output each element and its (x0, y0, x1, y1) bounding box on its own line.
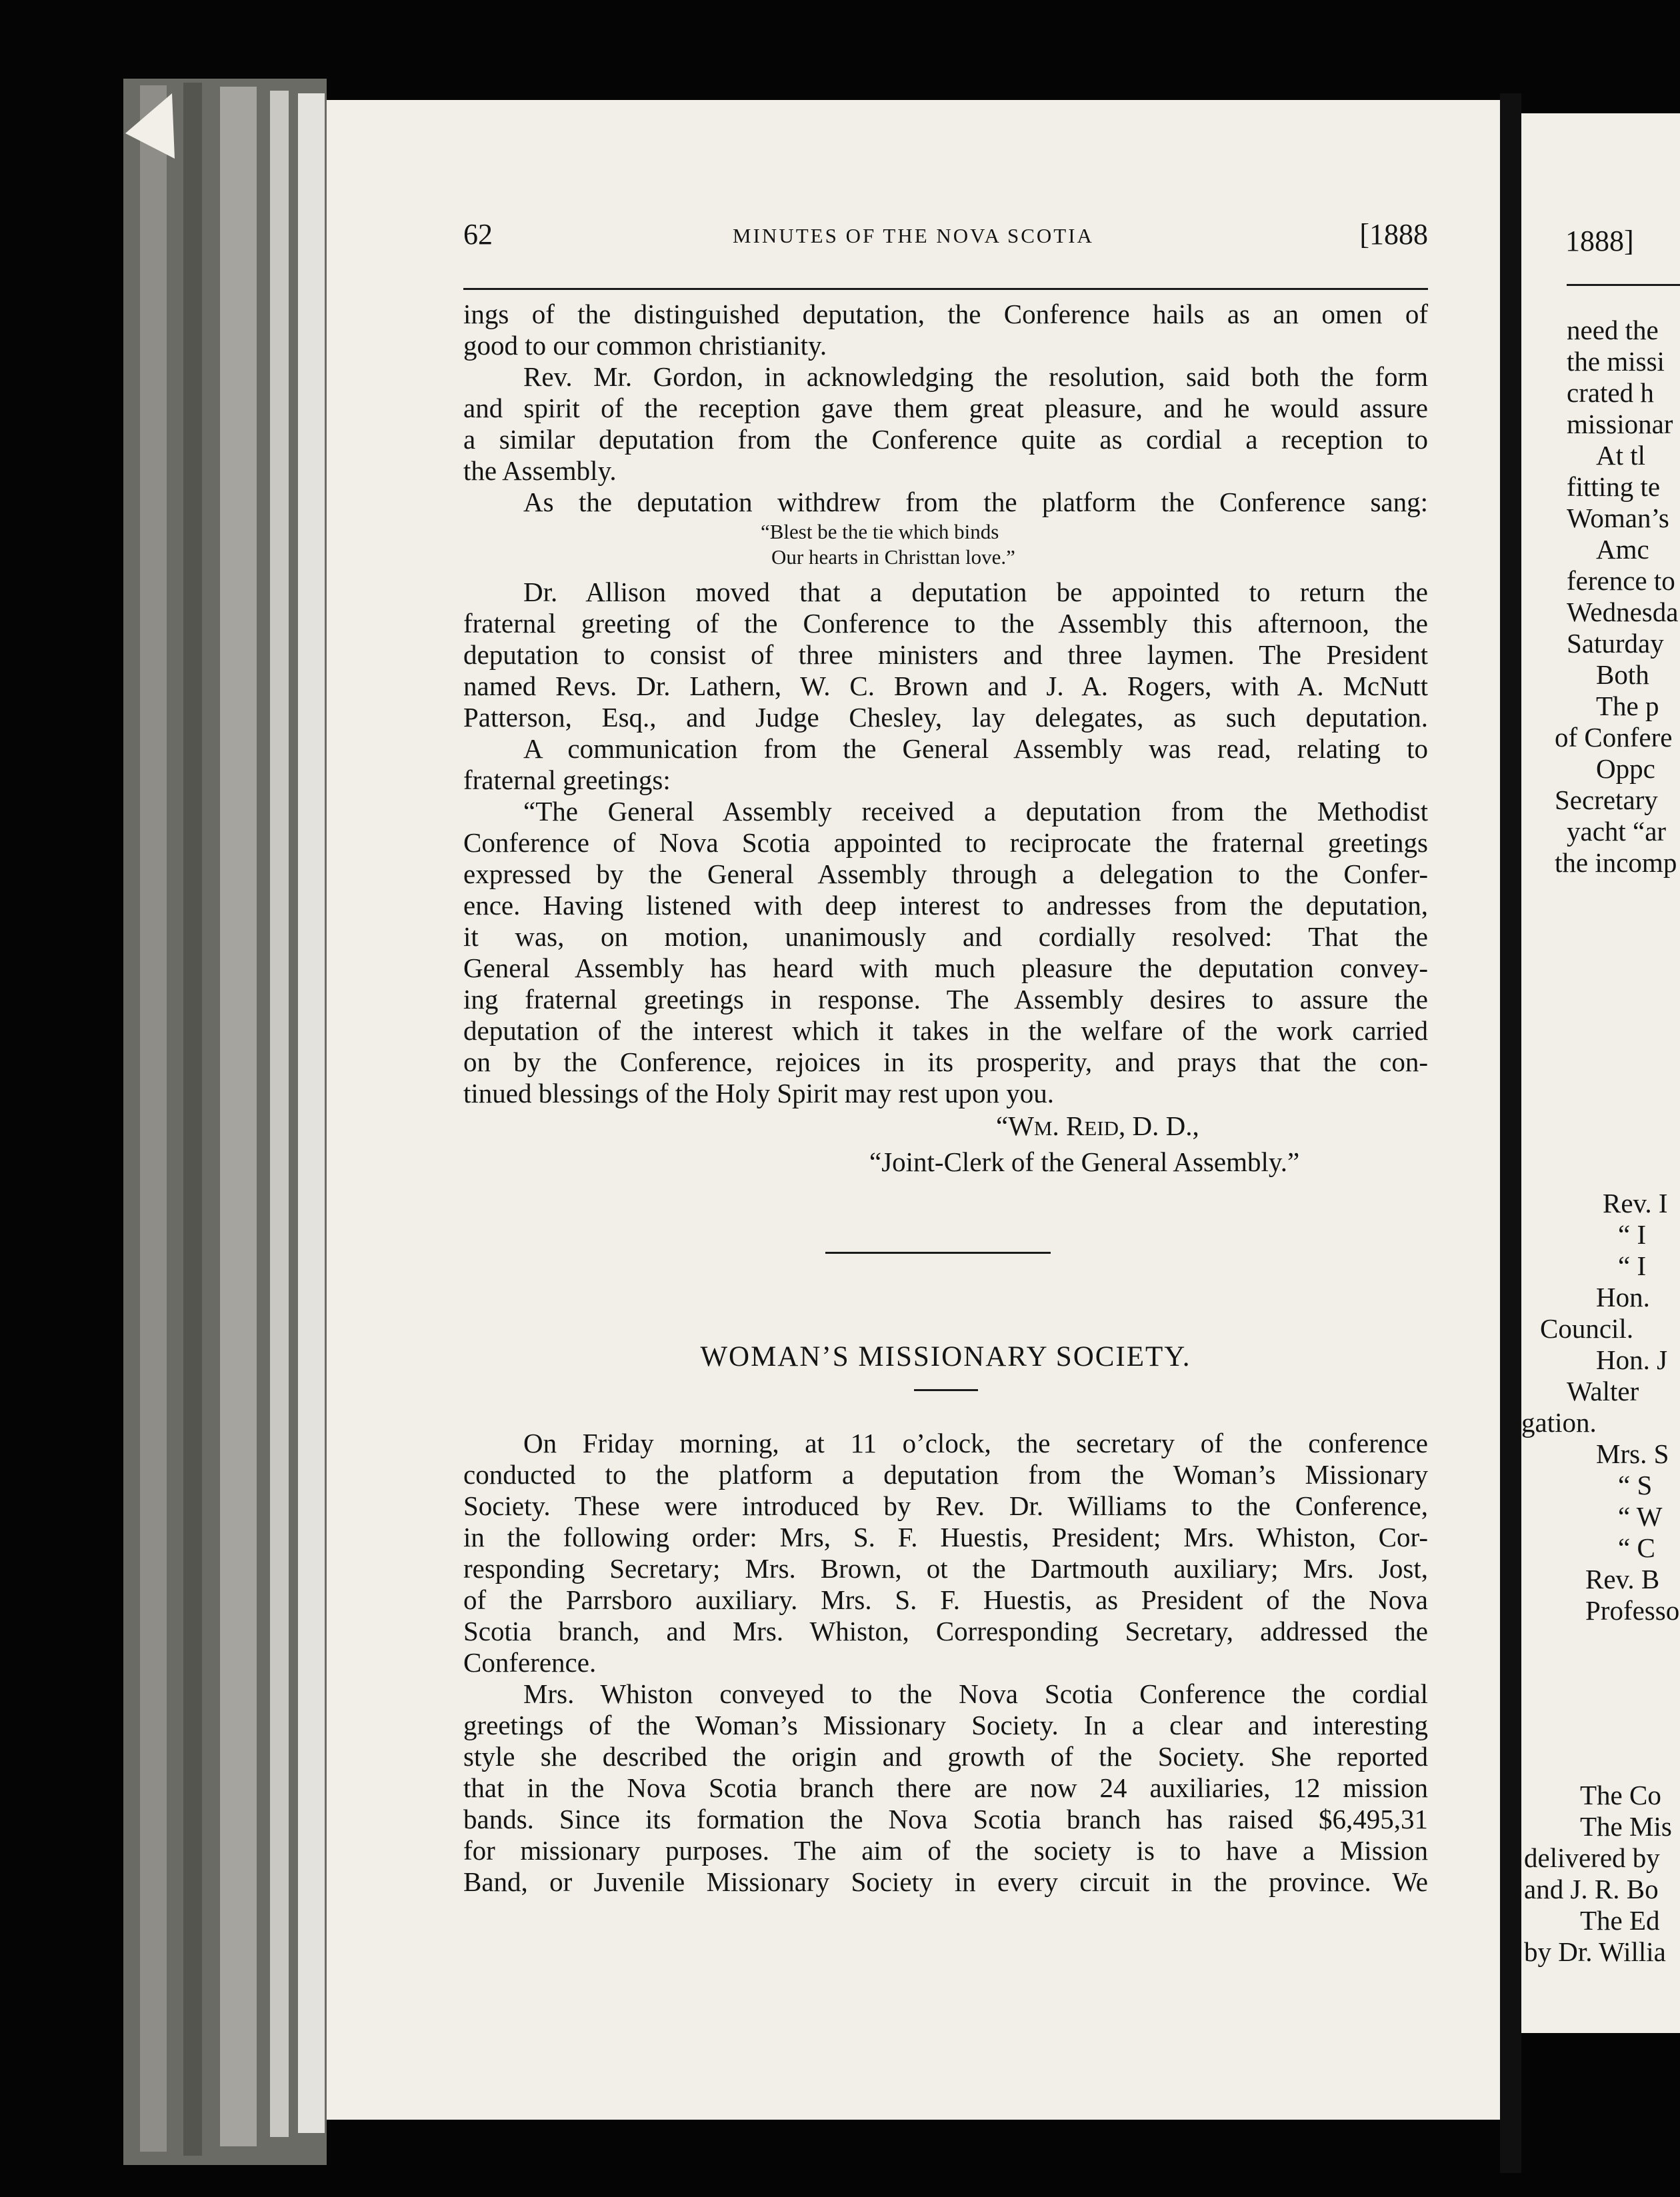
text-line: Band, or Juvenile Missionary Society in every circuit in the province. We (463, 1866, 1428, 1897)
right-text-line: Amc (1596, 534, 1649, 565)
right-text-line: Council. (1540, 1313, 1634, 1344)
text-line: Dr. Allison moved that a deputation be appointed to return the (523, 577, 1428, 607)
text-line: Society. These were introduced by Rev. Dr. Williams to the Conference, (463, 1490, 1428, 1521)
text-line: Rev. Mr. Gordon, in acknowledging the resolution, said both the form (523, 361, 1428, 392)
right-text-line: Woman’s (1567, 503, 1669, 533)
right-text-line: Saturday (1567, 628, 1664, 659)
right-text-line: the missi (1567, 346, 1665, 377)
verse-line: “Blest be the tie which binds (761, 520, 999, 543)
right-text-line: “ W (1618, 1501, 1663, 1532)
text-line: fraternal greeting of the Conference to the Assembly this afternoon, the (463, 608, 1428, 639)
right-text-line: fitting te (1567, 471, 1661, 502)
right-text-line: and J. R. Bo (1524, 1874, 1659, 1904)
text-line: A communication from the General Assembly was read, relating to (523, 733, 1428, 764)
text-line: deputation to consist of three ministers and three laymen. The President (463, 639, 1428, 670)
text-line: ing fraternal greetings in response. The Assembly desires to assure the (463, 984, 1428, 1015)
right-text-line: Rev. I (1603, 1188, 1668, 1218)
text-line: deputation of the interest which it takes in the welfare of the work carried (463, 1015, 1428, 1046)
text-line: good to our common christianity. (463, 330, 827, 361)
text-line: ings of the distinguished deputation, the Conference hails as an omen of (463, 299, 1428, 329)
text-line: and spirit of the reception gave them great pleasure, and he would assure (463, 393, 1428, 423)
text-line: On Friday morning, at 11 o’clock, the secretary of the conference (523, 1428, 1428, 1458)
left-page (327, 100, 1500, 2120)
right-text-line: Both (1596, 659, 1649, 690)
right-text-line: Rev. B (1585, 1564, 1660, 1594)
text-line: the Assembly. (463, 455, 617, 486)
right-text-line: delivered by (1524, 1842, 1660, 1873)
text-line: for missionary purposes. The aim of the society is to have a Mission (463, 1835, 1428, 1866)
text-line: Patterson, Esq., and Judge Chesley, lay delegates, as such deputation. (463, 702, 1428, 733)
text-line: bands. Since its formation the Nova Scotia branch has raised $6,495,31 (463, 1804, 1428, 1834)
right-text-line: by Dr. Willia (1524, 1936, 1666, 1967)
right-text-line: of Confere (1555, 722, 1673, 753)
right-text-line: The p (1596, 691, 1659, 721)
text-line: on by the Conference, rejoices in its prosperity, and prays that the con- (463, 1047, 1428, 1077)
text-line: responding Secretary; Mrs. Brown, ot the Dartmouth auxiliary; Mrs. Jost, (463, 1553, 1428, 1584)
right-text-line: The Co (1580, 1780, 1661, 1810)
text-line: that in the Nova Scotia branch there are now 24 auxiliaries, 12 mission (463, 1772, 1428, 1803)
right-text-line: “ I (1618, 1219, 1647, 1250)
text-line: expressed by the General Assembly through a delegation to the Confer- (463, 859, 1428, 889)
page-number: 62 (463, 218, 493, 251)
right-text-line: Walter (1567, 1376, 1639, 1406)
right-text-line: Hon. J (1596, 1344, 1668, 1375)
heading-rule (914, 1389, 978, 1391)
text-line: ence. Having listened with deep interest to andresses from the deputation, (463, 890, 1428, 921)
right-text-line: Wednesda (1567, 597, 1679, 627)
text-line: fraternal greetings: (463, 765, 671, 795)
right-text-line: At tl (1596, 440, 1646, 471)
right-text-line: “ C (1618, 1532, 1655, 1563)
text-line: tinued blessings of the Holy Spirit may rest upon you. (463, 1078, 1054, 1108)
running-head (327, 217, 1500, 264)
right-text-line: “ S (1618, 1470, 1653, 1500)
text-line: it was, on motion, unanimously and cordially resolved: That the (463, 921, 1428, 952)
section-divider (825, 1252, 1051, 1254)
right-text-line: Professo (1585, 1595, 1680, 1626)
hymn-quote (463, 519, 1428, 570)
right-text-line: Oppc (1596, 753, 1655, 784)
right-text-line: Secretary (1555, 785, 1658, 815)
page-gutter-shadow (1500, 93, 1521, 2173)
text-line: greetings of the Woman’s Missionary Society. In a clear and interesting (463, 1710, 1428, 1740)
section-heading: WOMAN’S MISSIONARY SOCIETY. (700, 1341, 1191, 1372)
text-line: style she described the origin and growth of the Society. She reported (463, 1741, 1428, 1772)
header-rule (463, 288, 1428, 290)
signature-name: “WM. REID, D. D., (996, 1110, 1199, 1141)
right-text-line: Mrs. S (1596, 1438, 1669, 1469)
right-running-year: 1888] (1565, 225, 1634, 257)
right-text-line: ference to (1567, 565, 1675, 596)
signature-title: “Joint-Clerk of the General Assembly.” (869, 1146, 1300, 1177)
right-text-line: yacht “ar (1567, 816, 1667, 847)
text-line: General Assembly has heard with much pleasure the deputation convey- (463, 953, 1428, 983)
right-page (1521, 113, 1680, 2033)
text-line: “The General Assembly received a deputation from the Methodist (523, 796, 1428, 827)
body-text (463, 299, 1428, 1898)
text-line: in the following order: Mrs, S. F. Huestis, President; Mrs. Whiston, Cor- (463, 1522, 1428, 1552)
text-line: conducted to the platform a deputation from the Woman’s Missionary (463, 1459, 1428, 1490)
right-text-line: need the (1567, 315, 1659, 345)
running-year: [1888 (1359, 218, 1428, 251)
running-title: MINUTES OF THE NOVA SCOTIA (733, 224, 1094, 247)
right-text-line: missionar (1567, 409, 1673, 439)
right-text-line: The Mis (1580, 1811, 1672, 1842)
right-text-line: The Ed (1580, 1905, 1660, 1936)
text-line: Mrs. Whiston conveyed to the Nova Scotia Conference the cordial (523, 1678, 1428, 1709)
text-line: a similar deputation from the Conference quite as cordial a reception to (463, 424, 1428, 455)
right-text-line: Hon. (1596, 1282, 1650, 1312)
text-line: of the Parrsboro auxiliary. Mrs. S. F. Huestis, as President of the Nova (463, 1584, 1428, 1615)
right-text-line: crated h (1567, 377, 1654, 408)
text-line: Conference of Nova Scotia appointed to reciprocate the fraternal greetings (463, 827, 1428, 858)
text-line: As the deputation withdrew from the platform the Conference sang: (523, 487, 1428, 517)
text-line: Conference. (463, 1647, 597, 1678)
text-line: Scotia branch, and Mrs. Whiston, Corresponding Secretary, addressed the (463, 1616, 1428, 1646)
right-text-line: “ I (1618, 1250, 1647, 1281)
right-header-rule (1567, 284, 1680, 286)
right-text-line: gation. (1521, 1407, 1597, 1438)
text-line: named Revs. Dr. Lathern, W. C. Brown and J. A. Rogers, with A. McNutt (463, 671, 1428, 701)
verse-line: Our hearts in Christtan love.” (771, 545, 1015, 569)
right-text-line: the incomp (1555, 847, 1677, 878)
